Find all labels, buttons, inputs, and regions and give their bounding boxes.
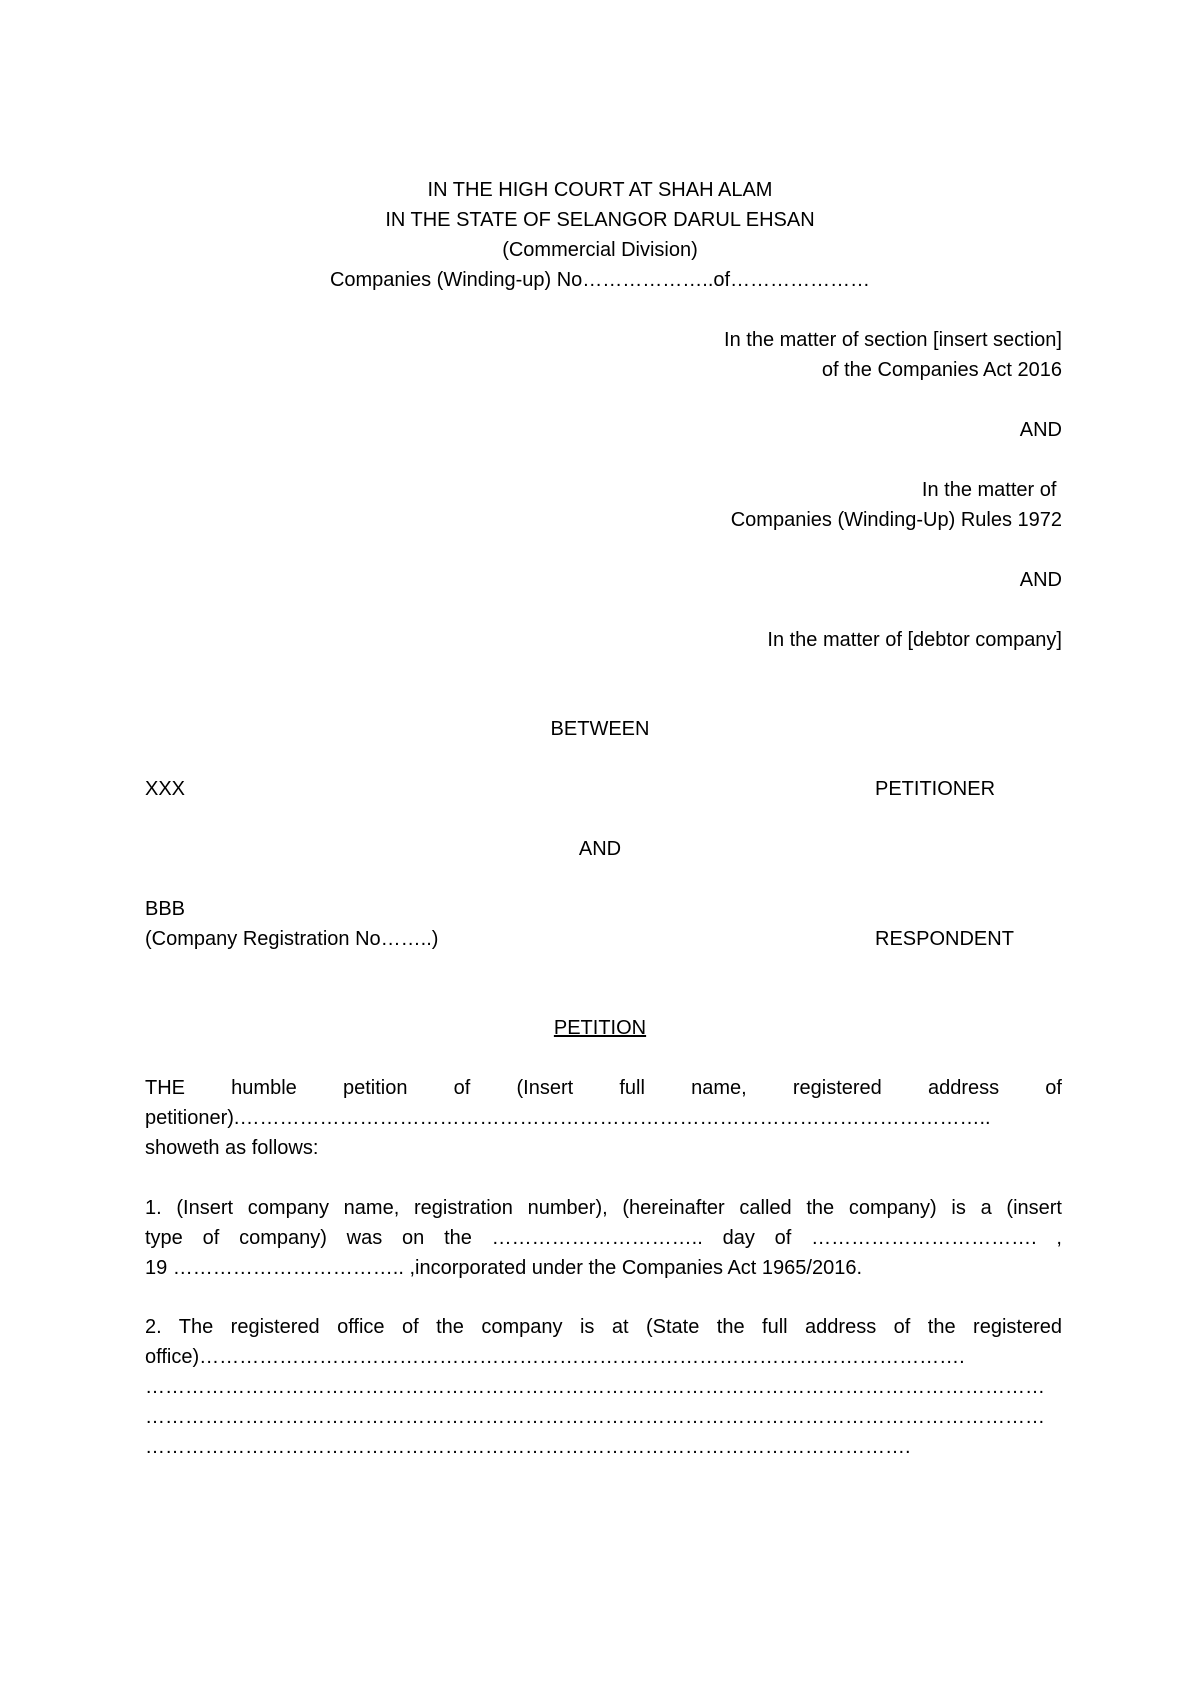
- matter-section-line1: In the matter of section [insert section]: [724, 329, 1062, 351]
- court-title: IN THE HIGH COURT AT SHAH ALAM: [427, 179, 773, 201]
- respondent-name: BBB: [145, 898, 186, 920]
- division-title: (Commercial Division): [502, 239, 698, 261]
- state-title: IN THE STATE OF SELANGOR DARUL EHSAN: [385, 209, 815, 231]
- petitioner-name: XXX: [145, 778, 186, 800]
- paragraph-2-line3: ………………………………………………………………………………………………………………………: [145, 1376, 1045, 1398]
- paragraph-2-line5: …………………………………………………………………………………………………….: [145, 1436, 911, 1458]
- matter-rules-line2: Companies (Winding-Up) Rules 1972: [730, 509, 1062, 531]
- matter-debtor: In the matter of [debtor company]: [767, 629, 1062, 651]
- petition-heading: PETITION: [553, 1017, 647, 1039]
- paragraph-2-line1: 2. The registered office of the company is at (State the full address of the registered: [145, 1316, 1062, 1338]
- parties-and: AND: [578, 838, 622, 860]
- paragraph-1-line2: type of company) was on the ………………………….. day of ……………………………. ,: [145, 1227, 1062, 1249]
- paragraph-1-line1: 1. (Insert company name, registration number), (hereinafter called the company) is a (insert: [145, 1197, 1062, 1219]
- matter-section-line2: of the Companies Act 2016: [821, 359, 1062, 381]
- paragraph-2-line2: office)…………………………………………………………………………………………………….: [145, 1346, 965, 1368]
- paragraph-1-line3: 19 …………………………….. ,incorporated under the Companies Act 1965/2016.: [145, 1257, 863, 1279]
- matter-and-1: AND: [1019, 419, 1062, 441]
- petition-intro-line1: THE humble petition of (Insert full name, registered address of: [145, 1077, 1062, 1099]
- petitioner-role: PETITIONER: [875, 778, 996, 800]
- paragraph-2-line4: ………………………………………………………………………………………………………………………: [145, 1406, 1045, 1428]
- petition-intro-line3: showeth as follows:: [145, 1137, 319, 1159]
- case-number: Companies (Winding-up) No………………..of…………………: [329, 269, 871, 291]
- respondent-registration: (Company Registration No……..): [145, 928, 439, 950]
- petition-intro-line2: petitioner).…………………………………………………………………………………………………..: [145, 1107, 991, 1129]
- respondent-role: RESPONDENT: [875, 928, 1014, 950]
- between-label: BETWEEN: [550, 718, 650, 740]
- matter-rules-line1: In the matter of: [921, 479, 1062, 501]
- matter-and-2: AND: [1019, 569, 1062, 591]
